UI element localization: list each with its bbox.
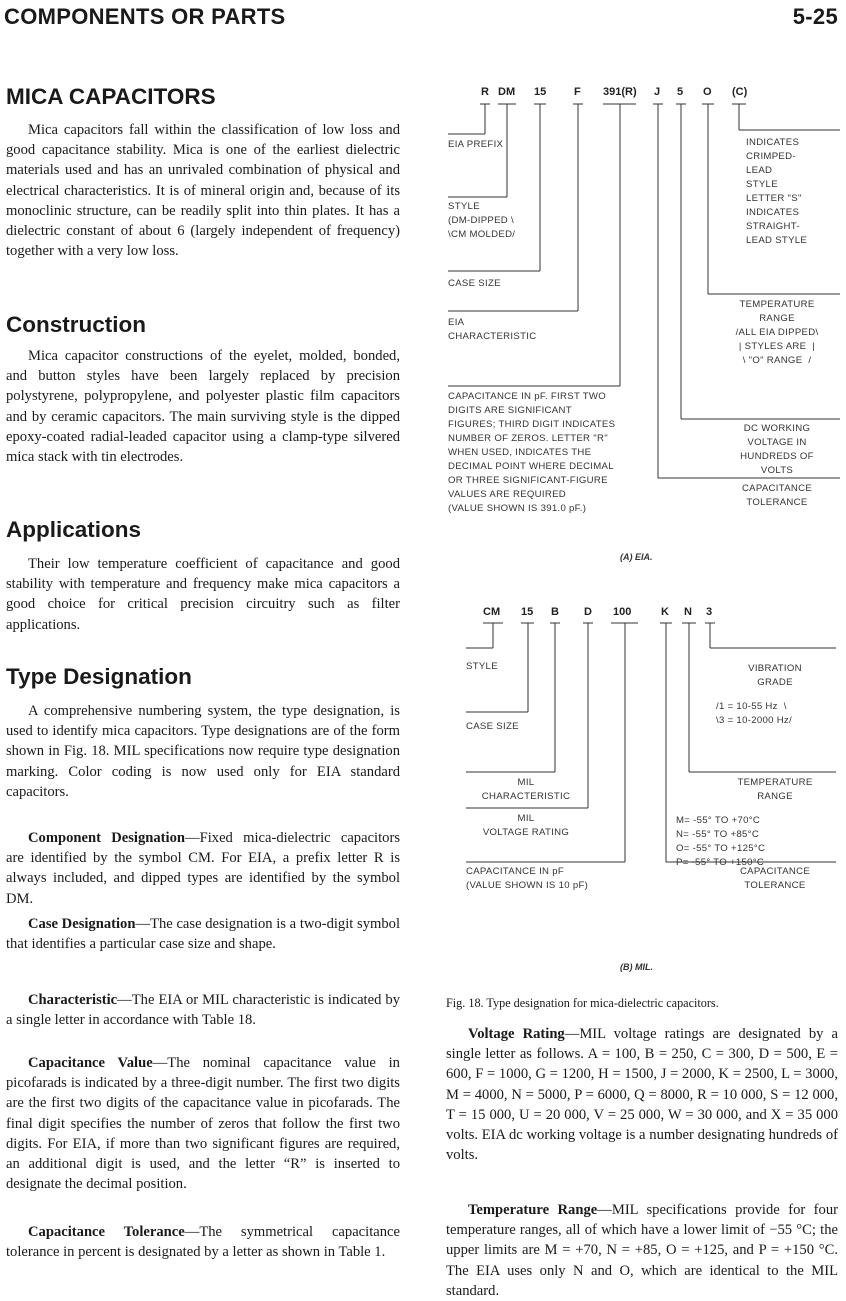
characteristic-lead: Characteristic [28, 992, 118, 1008]
component-designation-text: —Fixed mica-dielectric capacitors are identified by the symbol CM. For EIA, a prefix letter R is always included, and dipped types are identified by the symbol DM. [6, 830, 400, 907]
label-style-mil: STYLE [466, 661, 498, 672]
temperature-range-paragraph [446, 1200, 838, 1301]
code-c: (C) [732, 86, 748, 98]
section-header: COMPONENTS OR PARTS [4, 4, 286, 29]
characteristic-paragraph [6, 990, 400, 1030]
code-15: 15 [534, 86, 547, 98]
applications-paragraph: Their low temperature coefficient of capacitance and good stability with temperature and frequency make mica capacitors a good choice for critical precision circuitry such as filter applications. [6, 556, 400, 633]
label-capacitance-eia: CAPACITANCE IN pF. FIRST TWO DIGITS ARE SIGNIFICANT FIGURES; THIRD DIGIT INDICATES NUMBER OF ZEROS. LETTER "R" WHEN USED, INDICATES THE DECIMAL POINT WHERE DECIMAL OR THREE SIGNIFICANT-FIGURE VALUES ARE REQUIRED (VALUE SHOWN IS 391.0 pF.) [448, 391, 616, 514]
label-capacitance-mil: CAPACITANCE IN pF (VALUE SHOWN IS 10 pF) [466, 866, 589, 891]
label-eia-characteristic: EIA CHARACTERISTIC [448, 317, 537, 342]
code-b: B [551, 606, 559, 618]
code-f: F [574, 86, 581, 98]
heading-mica-capacitors: MICA CAPACITORS [6, 84, 216, 109]
case-designation-lead: Case Designation [28, 916, 136, 932]
code-dm: DM [498, 86, 516, 98]
code-n: N [684, 606, 692, 618]
voltage-rating-paragraph [446, 1024, 838, 1165]
mica-paragraph: Mica capacitors fall within the classification of low loss and good capacitance stability. Mica is one of the earliest dielectric materials used and has an unrivaled combination of physical and electrical characteristics. It is of mineral origin and, because of its monoclinic structure, can be readily split into thin plates. It has a dielectric constant of about 6 (largely independent of frequency) together with a very low loss. [6, 122, 400, 260]
code-r: R [481, 86, 489, 98]
case-designation-paragraph [6, 914, 400, 954]
label-vibration-grade: VIBRATION GRADE [748, 663, 802, 688]
capacitance-value-lead: Capacitance Value [28, 1055, 153, 1071]
label-eia-prefix: EIA PREFIX [448, 139, 504, 150]
voltage-rating-lead: Voltage Rating [468, 1026, 565, 1042]
code-15-mil: 15 [521, 606, 534, 618]
code-391r: 391(R) [603, 86, 637, 98]
component-designation-lead: Component Designation [28, 830, 186, 846]
page-number: 5-25 [792, 4, 838, 29]
component-designation-paragraph [6, 828, 400, 909]
figure-a-eia-diagram [440, 84, 846, 574]
characteristic-text: —The EIA or MIL characteristic is indicated by a single letter in accordance with Table 18. [6, 992, 400, 1029]
label-dc-working-voltage: DC WORKING VOLTAGE IN HUNDREDS OF VOLTS [740, 423, 814, 476]
figure-b-caption: (B) MIL. [620, 962, 653, 972]
capacitance-value-paragraph [6, 1053, 400, 1194]
temperature-range-lead: Temperature Range [468, 1202, 598, 1218]
label-indicates-lead-style: INDICATES CRIMPED- LEAD STYLE LETTER "S" INDICATES STRAIGHT- LEAD STYLE [746, 137, 808, 246]
heading-construction: Construction [6, 312, 146, 337]
code-5: 5 [677, 86, 684, 98]
temperature-range-text: —MIL specifications provide for four temperature ranges, all of which have a lower limit of −55 °C; the upper limits are M = +70, N = +85, O = +125, and P = +150 °C. The EIA uses only N and O, which are identical to the MIL standard. [446, 1202, 838, 1299]
label-capacitance-tolerance-mil: CAPACITANCE TOLERANCE [739, 866, 811, 891]
figure-caption: Fig. 18. Type designation for mica-dielectric capacitors. [446, 996, 719, 1010]
code-d: D [584, 606, 592, 618]
case-designation-text: —The case designation is a two-digit symbol that identifies a particular case size and shape. [6, 916, 401, 953]
label-mil-characteristic: MIL CHARACTERISTIC [481, 777, 571, 802]
construction-paragraph: Mica capacitor constructions of the eyelet, molded, bonded, and button styles have been largely replaced by precision polystyrene, polypropylene, and polyester plastic film capacitors and by ceramic capacitors. The main surviving style is the dipped epoxy-coated radial-leaded capacitor using a clamp-type silvered mica stack with tin electrodes. [6, 348, 400, 466]
label-temperature-range-mil: TEMPERATURE RANGE [737, 777, 813, 802]
label-mil-voltage-rating: MIL VOLTAGE RATING [482, 813, 570, 838]
code-cm: CM [483, 606, 501, 618]
code-100: 100 [613, 606, 632, 618]
capacitance-tolerance-lead: Capacitance Tolerance [28, 1224, 185, 1240]
capacitance-value-text: —The nominal capacitance value in picofarads is indicated by a three-digit number. The first two digits are the first two digits of the capacitance value in picofarads. The final digit specifies the number of zeros that follow the first two digits. For EIA, if more than two significant figures are required, an additional digit is used, and the letter “R” is inserted to designate the decimal position. [6, 1055, 400, 1193]
code-k: K [661, 606, 669, 618]
voltage-rating-text: —MIL voltage ratings are designated by a single letter as follows. A = 100, B = 250, C = 300, D = 500, E = 600, F = 1000, G = 1200, H = 1500, J = 2000, K = 2500, L = 3000, M = 4000, N = 5000, P = 6000, Q = 8000, R = 10 000, S = 12 000, T = 15 000, U = 20 000, V = 25 000, W = 30 000, and X = 35 000 volts. EIA dc working voltage is a number designating hundreds of volts. [446, 1026, 838, 1164]
heading-applications: Applications [6, 517, 142, 542]
label-vibration-values: /1 = 10-55 Hz \ \3 = 10-2000 Hz/ [716, 701, 792, 726]
code-j: J [654, 86, 661, 98]
label-case-size: CASE SIZE [448, 278, 501, 289]
label-style: STYLE (DM-DIPPED \ \CM MOLDED/ [448, 201, 516, 240]
figure-b-mil-diagram [440, 606, 846, 976]
label-case-size-mil: CASE SIZE [466, 721, 519, 732]
code-o: O [703, 86, 712, 98]
code-3: 3 [706, 606, 713, 618]
label-temperature-values: M= -55° TO +70°C N= -55° TO +85°C O= -55° TO +125°C P= -55° TO +150°C [676, 815, 766, 868]
type-paragraph: A comprehensive numbering system, the type designation, is used to identify mica capacitors. Type designations are of the form shown in Fig. 18. MIL specifications now require type designation marking. Color coding is now used only for EIA standard capacitors. [6, 703, 400, 800]
capacitance-tolerance-paragraph [6, 1222, 400, 1262]
capacitance-tolerance-text: —The symmetrical capacitance tolerance in percent is designated by a letter as shown in Table 1. [6, 1224, 400, 1261]
label-capacitance-tolerance-eia: CAPACITANCE TOLERANCE [741, 483, 813, 508]
heading-type-designation: Type Designation [6, 664, 192, 689]
label-temperature-range-eia: TEMPERATURE RANGE /ALL EIA DIPPED\ | STYLES ARE | \ "O" RANGE / [735, 299, 819, 366]
figure-a-caption: (A) EIA. [620, 552, 653, 562]
